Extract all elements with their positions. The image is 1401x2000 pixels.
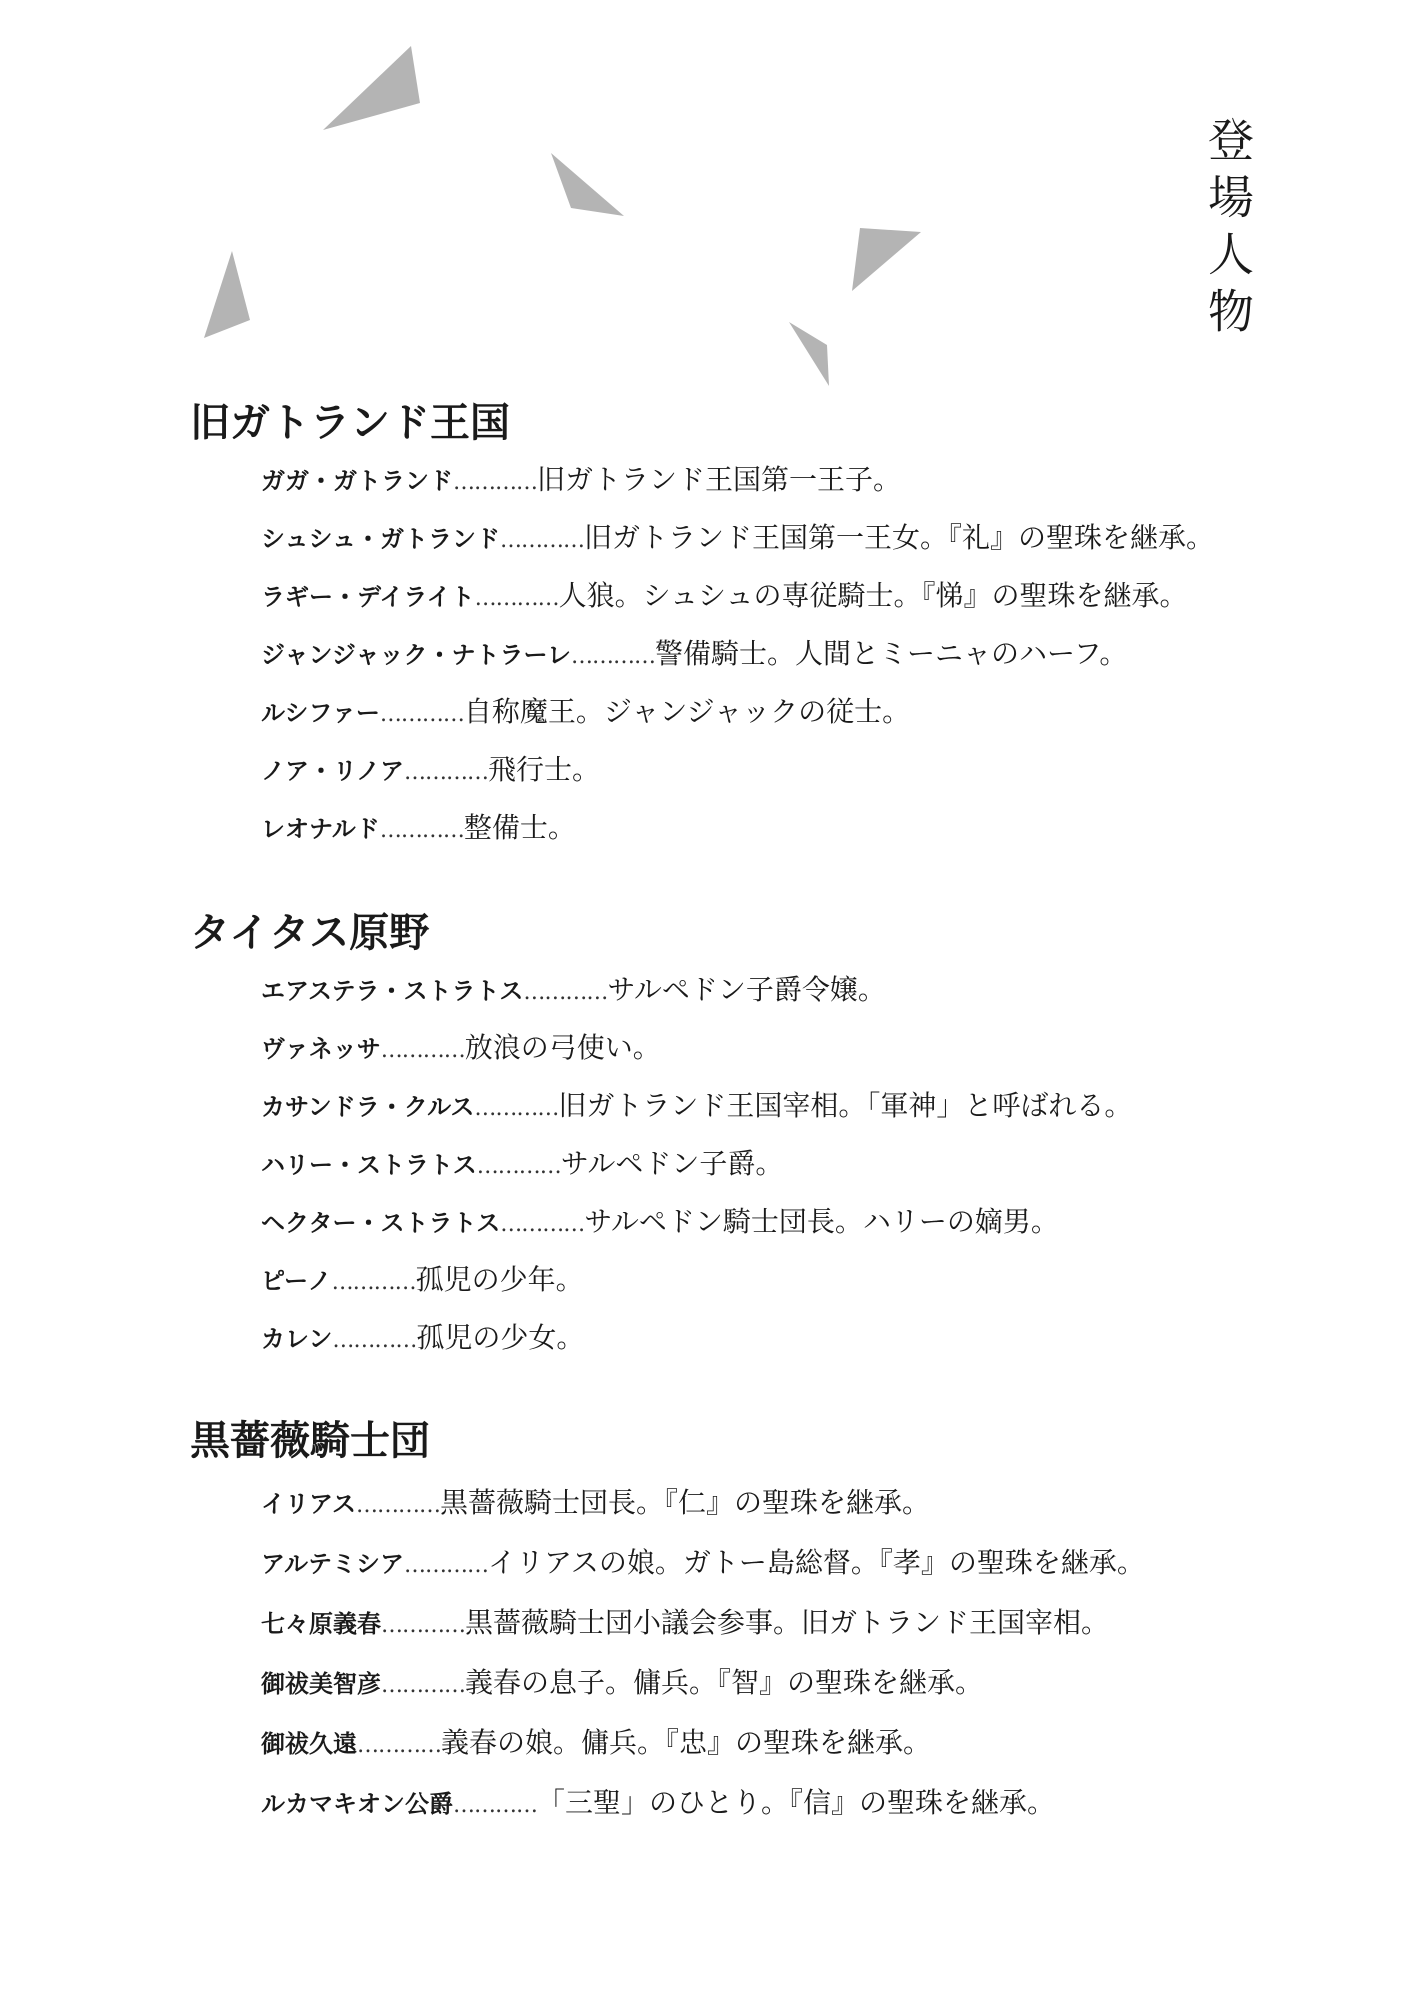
character-description: 黒薔薇騎士団長。『仁』の聖珠を継承。 (440, 1486, 931, 1519)
dot-leader: ………… (500, 1212, 585, 1237)
character-entry (261, 1593, 1310, 1653)
character-entry (261, 1135, 1310, 1193)
dot-leader: ………… (453, 1793, 537, 1818)
character-description: サルペドン子爵令嬢。 (607, 973, 886, 1006)
dot-leader: ………… (500, 528, 585, 553)
character-name: ルカマキオン公爵 (261, 1790, 453, 1818)
decorative-triangle (551, 153, 624, 216)
character-name: 七々原義春 (261, 1610, 381, 1638)
character-name: カレン (261, 1325, 333, 1353)
character-name: ジャンジャック・ナトラーレ (261, 641, 571, 669)
character-entry (261, 1653, 1310, 1713)
character-entry (261, 1193, 1310, 1251)
character-name: ヘクター・ストラトス (261, 1209, 501, 1237)
character-entry (261, 961, 1310, 1019)
character-name: エアステラ・ストラトス (261, 977, 524, 1005)
section-heading: 黒薔薇騎士団 (190, 1417, 430, 1464)
character-name: ノア・リノア (261, 757, 405, 785)
character-entry (261, 799, 1310, 857)
dot-leader: ………… (379, 818, 464, 843)
character-description: 旧ガトランド王国第一王女。『礼』の聖珠を継承。 (584, 521, 1215, 554)
decorative-triangle (852, 228, 921, 291)
character-name: ピーノ (261, 1267, 332, 1295)
character-entry (261, 509, 1310, 567)
character-name: カサンドラ・クルス (261, 1093, 475, 1121)
character-name: ラギー・デイライト (261, 583, 475, 611)
character-name: 御祓美智彦 (261, 1670, 381, 1698)
character-entry (261, 1077, 1310, 1135)
character-description: 人狼。シュシュの専従騎士。『悌』の聖珠を継承。 (558, 579, 1188, 612)
character-name: ガガ・ガトランド (261, 467, 453, 495)
character-description: 義春の息子。傭兵。『智』の聖珠を継承。 (465, 1666, 984, 1699)
character-list (190, 395, 1310, 1833)
character-description: サルペドン騎士団長。ハリーの嫡男。 (584, 1205, 1059, 1238)
dot-leader: ………… (474, 1096, 559, 1121)
character-entry (261, 741, 1310, 799)
character-description: 旧ガトランド王国宰相。「軍神」と呼ばれる。 (558, 1089, 1133, 1122)
character-description: 孤児の少年。 (415, 1263, 584, 1296)
page-title: 登場人物 (1201, 116, 1255, 344)
section-heading: タイタス原野 (190, 909, 430, 956)
section-titus-plains (190, 905, 1310, 1367)
character-entry (261, 567, 1310, 625)
section-black-rose-knights (190, 1413, 1310, 1833)
character-entry (261, 1473, 1310, 1533)
decorative-triangle (789, 322, 829, 386)
section-old-gatland-kingdom (190, 395, 1310, 857)
dot-leader: ………… (570, 644, 655, 669)
character-description: 飛行士。 (488, 753, 601, 786)
character-entries (190, 961, 1310, 1367)
character-description: 孤児の少女。 (416, 1321, 585, 1354)
character-name: アルテミシア (261, 1550, 405, 1578)
dot-leader: ………… (476, 1154, 561, 1179)
dot-leader: ………… (357, 1733, 441, 1758)
dot-leader: ………… (381, 1613, 465, 1638)
character-entries (190, 451, 1310, 857)
character-entry (261, 1309, 1310, 1367)
character-name: シュシュ・ガトランド (261, 525, 501, 553)
character-description: 旧ガトランド王国第一王子。 (537, 463, 902, 496)
character-entry (261, 683, 1310, 741)
dot-leader: ………… (404, 760, 489, 785)
character-description: 黒薔薇騎士団小議会参事。旧ガトランド王国宰相。 (465, 1606, 1110, 1639)
dot-leader: ………… (331, 1270, 416, 1295)
dot-leader: ………… (474, 586, 559, 611)
character-entry (261, 625, 1310, 683)
character-entries (190, 1469, 1310, 1833)
dot-leader: ………… (356, 1493, 441, 1518)
character-description: 警備騎士。人間とミーニャのハーフ。 (654, 637, 1128, 670)
character-description: 「三聖」のひとり。『信』の聖珠を継承。 (537, 1786, 1056, 1819)
character-description: 自称魔王。ジャンジャックの従士。 (463, 695, 911, 728)
decorative-triangle (204, 251, 250, 338)
dot-leader: ………… (404, 1553, 489, 1578)
dot-leader: ………… (379, 702, 464, 727)
dot-leader: ………… (380, 1038, 465, 1063)
dot-leader: ………… (453, 470, 537, 495)
character-description: イリアスの娘。ガトー島総督。『孝』の聖珠を継承。 (488, 1546, 1145, 1579)
decorative-triangle (323, 46, 420, 130)
character-description: 義春の娘。傭兵。『忠』の聖珠を継承。 (441, 1726, 932, 1759)
decorative-triangles (0, 0, 960, 420)
character-name: ヴァネッサ (261, 1035, 381, 1063)
character-name: レオナルド (261, 815, 380, 843)
dot-leader: ………… (523, 980, 608, 1005)
character-entry (261, 1251, 1310, 1309)
dot-leader: ………… (332, 1328, 417, 1353)
character-entry (261, 1773, 1310, 1833)
character-name: ルシファー (261, 699, 380, 727)
dot-leader: ………… (381, 1673, 465, 1698)
character-entry (261, 451, 1310, 509)
character-entry (261, 1019, 1310, 1077)
character-name: イリアス (261, 1490, 357, 1518)
character-entry (261, 1713, 1310, 1773)
character-name: ハリー・ストラトス (261, 1151, 477, 1179)
section-heading: 旧ガトランド王国 (190, 399, 510, 446)
character-description: 放浪の弓使い。 (464, 1031, 661, 1064)
character-description: 整備士。 (463, 811, 576, 844)
character-description: サルペドン子爵。 (560, 1147, 784, 1180)
character-entry (261, 1533, 1310, 1593)
character-name: 御祓久遠 (261, 1730, 357, 1758)
